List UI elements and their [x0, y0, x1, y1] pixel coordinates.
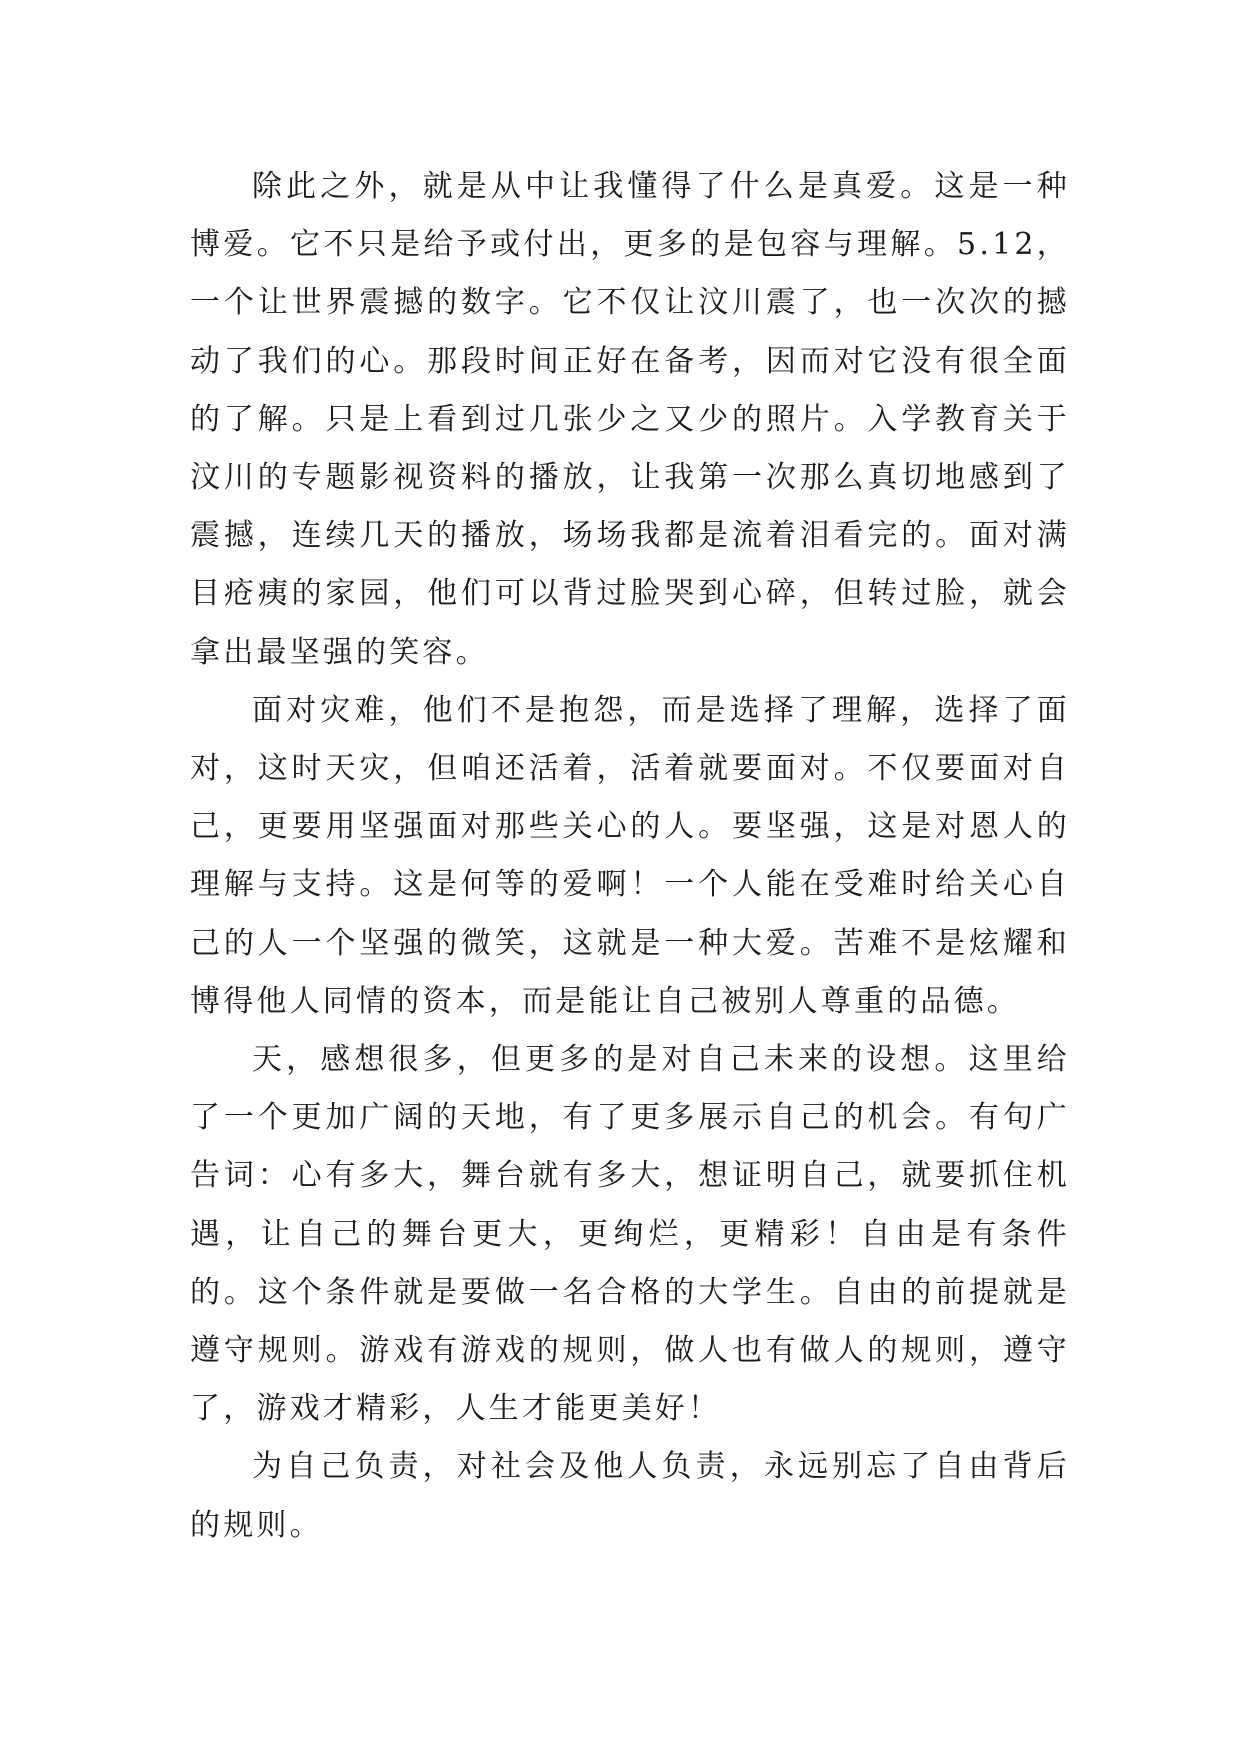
- document-body: [190, 158, 1070, 1555]
- paragraph-4: 为自己负责，对社会及他人负责，永远别忘了自由背后的规则。: [190, 1449, 1070, 1543]
- paragraph-3: 天，感想很多，但更多的是对自己未来的设想。这里给了一个更加广阔的天地，有了更多展示自己的机会。有句广告词：心有多大，舞台就有多大，想证明自己，就要抓住机遇，让自己的舞台更大，更绚烂，更精彩！自由是有条件的。这个条件就是要做一名合格的大学生。自由的前提就是遵守规则。游戏有游戏的规则，做人也有做人的规则，遵守了，游戏才精彩，人生才能更美好！: [190, 1042, 1070, 1427]
- paragraph-1: 除此之外，就是从中让我懂得了什么是真爱。这是一种博爱。它不只是给予或付出，更多的是包容与理解。5.12，一个让世界震撼的数字。它不仅让汶川震了，也一次次的撼动了我们的心。那段时间正好在备考，因而对它没有很全面的了解。只是上看到过几张少之又少的照片。入学教育关于汶川的专题影视资料的播放，让我第一次那么真切地感到了震撼，连续几天的播放，场场我都是流着泪看完的。面对满目疮痍的家园，他们可以背过脸哭到心碎，但转过脸，就会拿出最坚强的笑容。: [190, 169, 1070, 670]
- paragraph-2: 面对灾难，他们不是抱怨，而是选择了理解，选择了面对，这时天灾，但咱还活着，活着就要面对。不仅要面对自己，更要用坚强面对那些关心的人。要坚强，这是对恩人的理解与支持。这是何等的爱啊！一个人能在受难时给关心自己的人一个坚强的微笑，这就是一种大爱。苦难不是炫耀和博得他人同情的资本，而是能让自己被别人尊重的品德。: [190, 692, 1070, 1019]
